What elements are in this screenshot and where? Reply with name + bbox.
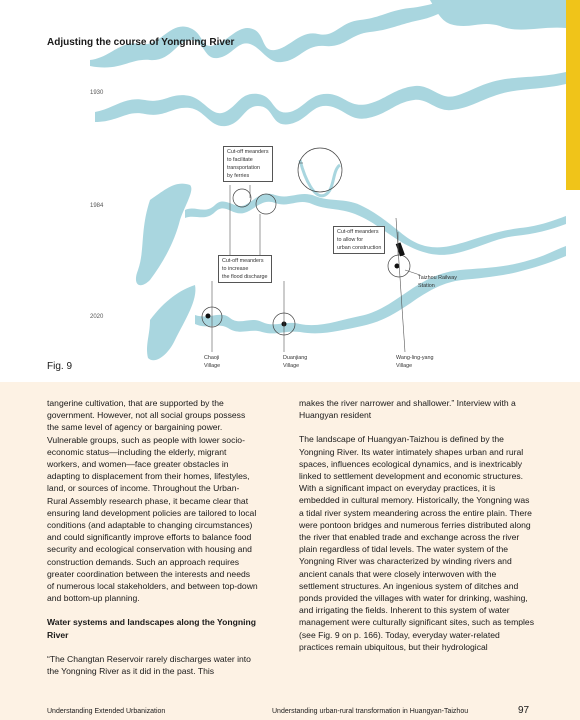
footer-center: Understanding urban-rural transformation in Huangyan-Taizhou bbox=[272, 708, 469, 715]
callout-flood: Cut-off meanders to increase the flood discharge bbox=[218, 255, 272, 283]
label-duanjiang-village: Duanjiang Village bbox=[283, 355, 308, 369]
footer-left: Understanding Extended Urbanization bbox=[47, 708, 166, 715]
figure-number: Fig. 9 bbox=[47, 361, 73, 372]
railway-station-marker bbox=[396, 242, 405, 256]
label-wangling-village: Wang-ling-yang Village bbox=[396, 355, 434, 369]
label-railway-station: Taizhou Railway Station bbox=[418, 275, 457, 289]
river-1930-east bbox=[430, 0, 566, 30]
callout-ferries: Cut-off meanders to facilitate transportation by ferries bbox=[223, 146, 273, 182]
year-label-1984: 1984 bbox=[90, 203, 104, 209]
river-2020-west bbox=[147, 285, 195, 360]
river-1930 bbox=[90, 0, 470, 68]
figure-title: Adjusting the course of Yongning River bbox=[47, 37, 235, 48]
body-text-area bbox=[0, 382, 580, 720]
text-column-right bbox=[299, 397, 534, 653]
quote-continuation: makes the river narrower and shallower.” Interview with a Huangyan resident bbox=[299, 398, 516, 421]
quote: “The Changtan Reservoir rarely discharges water into the Yongning River as it did in the past. This bbox=[47, 653, 251, 677]
accent-tab bbox=[566, 0, 580, 190]
paragraph: The landscape of Huangyan-Taizhou is defined by the Yongning River. Its water intimately shapes urban and rural spaces, influences ecological dynamics, and is inextricably linked to settlement development and economic structures. With a significant impact on everyday practices, it is embedded in cultural memory. Historically, the Yongning was a tidal river system meandering across the entire plain. There were pontoon bridges and numerous ferries distributed along the river that enabled trade and exchange across the river plain regardless of tidal levels. The water system of the Yongning River was characterized by winding rivers and ancient canals that were closely interwoven with the settlement structures. An ingenious system of ditches and ponds provided the villages with water for drinking, washing, and irrigating the fields. Inherent to this system of water management were culturally significant sites, such as temples (see Fig. 9 on p. 166). Today, everyday water-related practices remain ubiquitous, but their hydrological bbox=[299, 434, 535, 652]
year-label-1930: 1930 bbox=[90, 90, 104, 96]
label-chaoji-village: Chaoji Village bbox=[204, 355, 221, 369]
river-1984 bbox=[95, 72, 566, 126]
reservoir bbox=[136, 184, 191, 286]
meander-circle-1 bbox=[233, 189, 251, 207]
text-column-left bbox=[47, 397, 259, 677]
year-label-2020: 2020 bbox=[90, 314, 104, 320]
paragraph: tangerine cultivation, that are supported by the government. However, not all social groups possess the same level of agency or bargaining power. Vulnerable groups, such as people with lower socio-economic status—including the elderly, migrant workers, and women—face greater obstacles in adapting to displacement from their homes, lifestyles, land, or sources of income. Throughout the Urban-Rural Assembly research phase, it became clear that ensuring land development policies are tailored to local conditions (and adaptable to changing circumstances) and could significantly improve efforts to balance food security and ecological conservation with housing and construction demands. Such an approach requires greater coordination between the interests and needs of numerous local stakeholders, and between top-down and bottom-up planning. bbox=[47, 398, 258, 604]
page-number: 97 bbox=[518, 705, 530, 716]
callout-construction: Cut-off meanders to allow for urban construction bbox=[333, 226, 385, 254]
dot-wangling bbox=[395, 264, 400, 269]
section-subheading: Water systems and landscapes along the Yongning River bbox=[47, 617, 257, 640]
dot-chaoji bbox=[206, 314, 211, 319]
river-1984-bend bbox=[300, 160, 340, 196]
